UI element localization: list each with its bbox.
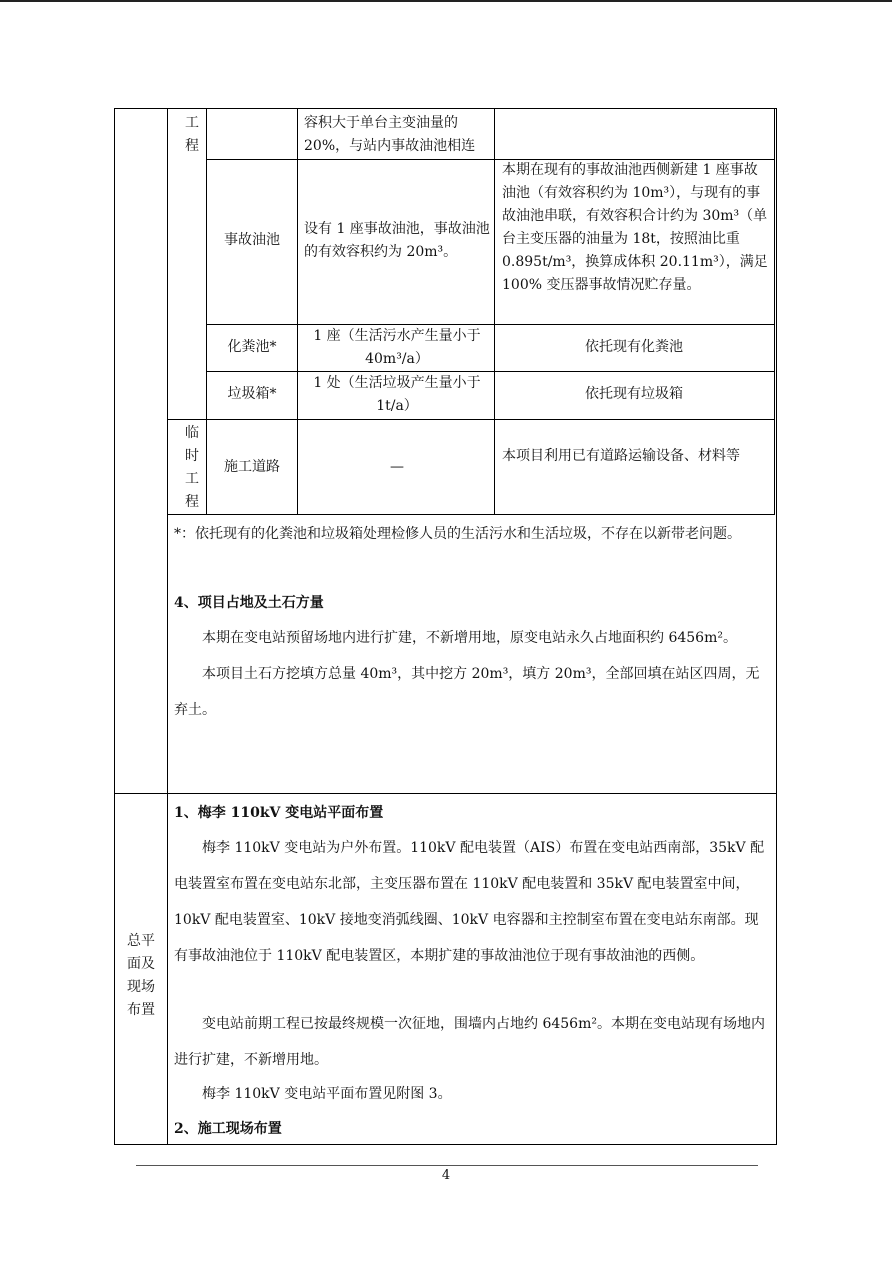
land-use-paragraph: 本期在变电站预留场地内进行扩建，不新增用地，原变电站永久占地面积约 6456m²。 bbox=[202, 630, 737, 646]
row-line-4 bbox=[167, 419, 775, 420]
category-engineering-2: 程 bbox=[185, 138, 199, 154]
septic-existing: 1 座（生活污水产生量小于 40m³/a） bbox=[313, 328, 481, 367]
layout-section-label-1: 总平 bbox=[127, 933, 155, 949]
category-column-divider bbox=[206, 109, 207, 515]
top-border-line bbox=[0, 0, 892, 2]
trash-name: 垃圾箱* bbox=[227, 386, 277, 402]
existing-column-divider bbox=[494, 109, 495, 515]
section-heading-land-use: 4、项目占地及土石方量 bbox=[174, 595, 324, 611]
section-divider bbox=[115, 793, 777, 794]
temp-road-existing: — bbox=[390, 459, 404, 475]
category-engineering-1: 工 bbox=[185, 115, 199, 131]
category-temp-1: 临 bbox=[185, 425, 199, 441]
temp-road-name: 施工道路 bbox=[224, 459, 280, 475]
layout-section-label-3: 现场 bbox=[127, 979, 155, 995]
layout-paragraph-2: 变电站前期工程已按最终规模一次征地，围墙内占地约 6456m²。本期在变电站现有场地内进行扩建，不新增用地。 bbox=[174, 1016, 765, 1068]
septic-name: 化粪池* bbox=[227, 339, 277, 355]
septic-plan: 依托现有化粪池 bbox=[585, 339, 683, 355]
oilpit-name: 事故油池 bbox=[224, 232, 280, 248]
layout-section-label-2: 面及 bbox=[127, 956, 155, 972]
name-column-divider bbox=[297, 109, 298, 515]
footnote-text: *：依托现有的化粪池和垃圾箱处理检修人员的生活污水和生活垃圾，不存在以新带老问题。 bbox=[174, 526, 741, 542]
footer-rule bbox=[136, 1165, 758, 1166]
temp-road-plan: 本项目利用已有道路运输设备、材料等 bbox=[502, 448, 740, 464]
trash-existing: 1 处（生活垃圾产生量小于 1t/a） bbox=[313, 375, 481, 414]
layout-heading-2: 2、施工现场布置 bbox=[174, 1121, 282, 1137]
category-temp-4: 程 bbox=[185, 494, 199, 510]
oilpit-existing: 设有 1 座事故油池，事故油池的有效容积约为 20m³。 bbox=[304, 221, 490, 260]
oilpit-plan: 本期在现有的事故油池西侧新建 1 座事故油池（有效容积约为 10m³），与现有的事故油池串联，有效容积合计约为 30m³（单台主变压器的油量为 18t，按照油比重 0.895t/m³，换算成体积 20.11m³），满足 100% 变压器事故情况贮存量。 bbox=[502, 162, 768, 293]
category-temp-3: 工 bbox=[185, 471, 199, 487]
earthwork-paragraph: 本项目土石方挖填方总量 40m³，其中挖方 20m³，填方 20m³，全部回填在站区四周，无弃土。 bbox=[174, 666, 760, 718]
oilpit-continuation-text: 容积大于单台主变油量的20%，与站内事故油池相连 bbox=[304, 115, 476, 154]
right-inner-border bbox=[774, 109, 775, 515]
row-line-5 bbox=[167, 514, 775, 515]
category-temp-2: 时 bbox=[185, 448, 199, 464]
left-column-divider bbox=[167, 109, 168, 1145]
layout-section-label-4: 布置 bbox=[127, 1002, 155, 1018]
layout-paragraph-1: 梅李 110kV 变电站为户外布置。110kV 配电装置（AIS）布置在变电站西南部，35kV 配电装置室布置在变电站东北部，主变压器布置在 110kV 配电装置和 35kV 配电装置室中间，10kV 配电装置室、10kV 接地变消弧线圈、10kV 电容器和主控制室布置在变电站东南部。现有事故油池位于 110kV 配电装置区，本期扩建的事故油池位于现有事故油池的西侧。 bbox=[174, 840, 765, 964]
layout-heading-1: 1、梅李 110kV 变电站平面布置 bbox=[174, 805, 384, 821]
page-number: 4 bbox=[441, 1168, 451, 1183]
layout-paragraph-3: 梅李 110kV 变电站平面布置见附图 3。 bbox=[202, 1086, 452, 1102]
trash-plan: 依托现有垃圾箱 bbox=[585, 386, 683, 402]
